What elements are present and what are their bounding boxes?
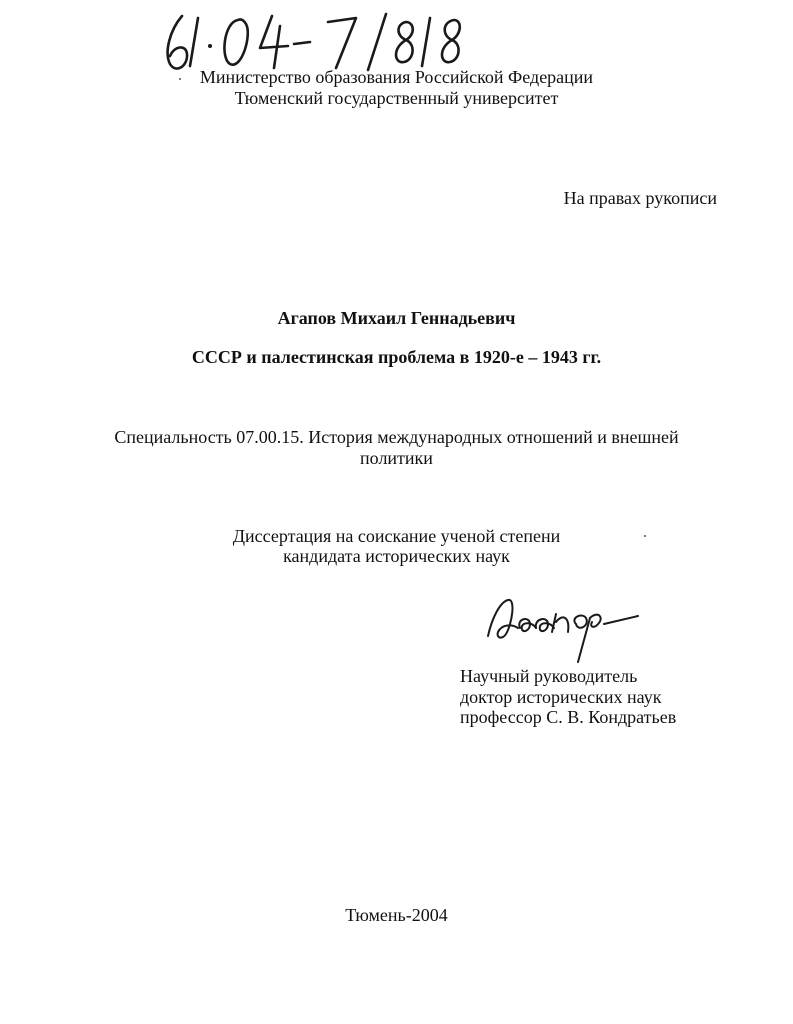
- university-line: Тюменский государственный университет: [234, 88, 559, 108]
- author-name: Агапов Михаил Геннадьевич: [277, 308, 516, 328]
- rights-note: На правах рукописи: [563, 188, 717, 208]
- supervisor-name: профессор С. В. Кондратьев: [460, 707, 677, 727]
- city-year: Тюмень-2004: [345, 905, 448, 925]
- scan-speck: [179, 78, 181, 80]
- ministry-line: Министерство образования Российской Федерации: [199, 67, 594, 87]
- specialty-line-1: Специальность 07.00.15. История международных отношений и внешней: [114, 427, 679, 447]
- dissertation-line-1: Диссертация на соискание ученой степени: [232, 526, 561, 546]
- specialty-line-2: политики: [360, 448, 433, 468]
- supervisor-degree: доктор исторических наук: [460, 687, 662, 707]
- supervisor-role: Научный руководитель: [460, 666, 638, 686]
- dissertation-title: СССР и палестинская проблема в 1920-е – 1943 гг.: [191, 347, 602, 367]
- dissertation-line-2: кандидата исторических наук: [283, 546, 510, 566]
- author-signature: [478, 588, 648, 668]
- scan-speck: [644, 535, 646, 537]
